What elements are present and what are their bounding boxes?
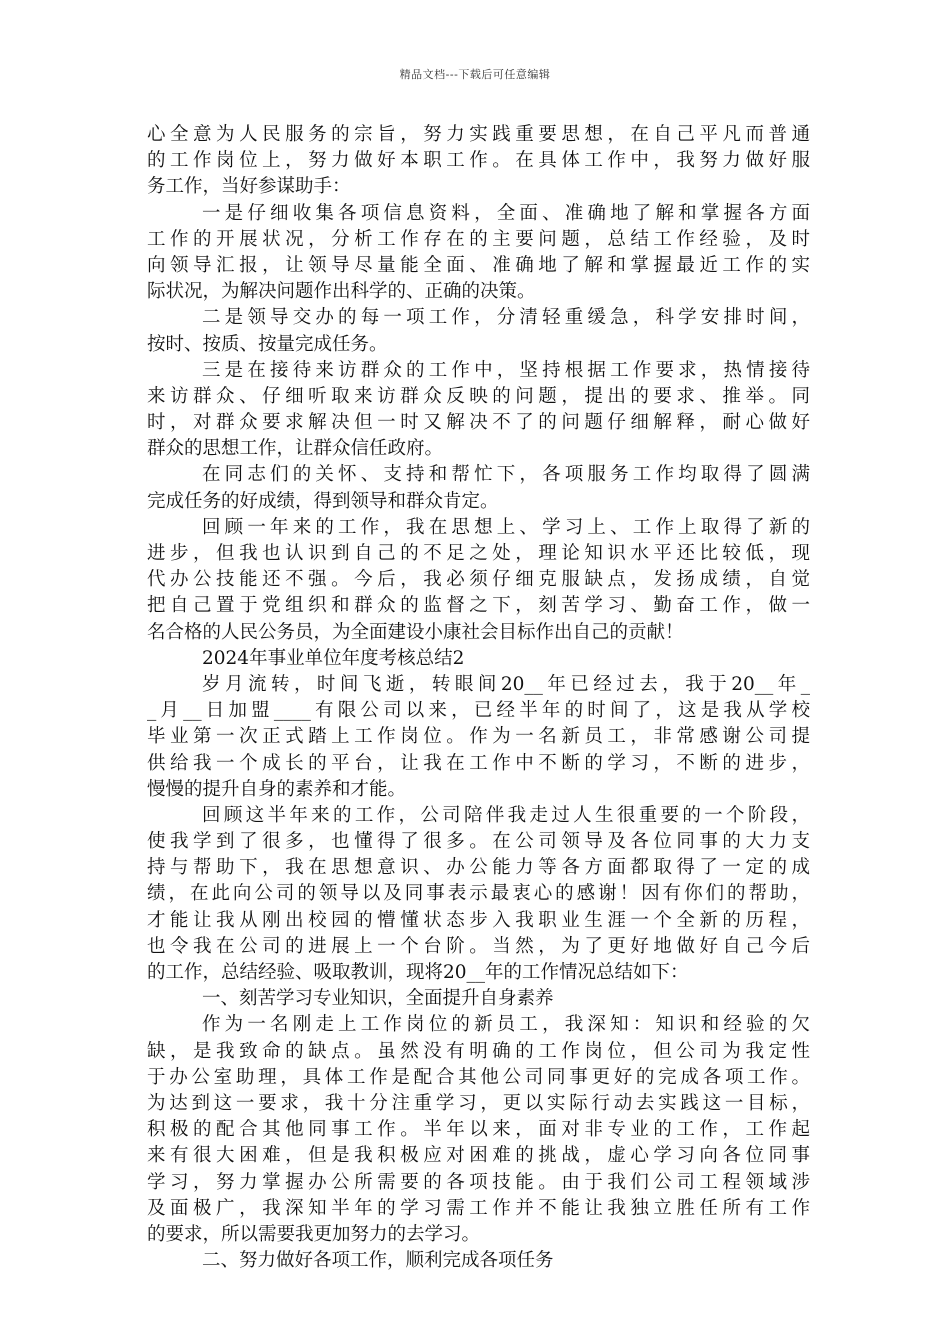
text-line: 来访群众、仔细听取来访群众反映的问题，提出的要求、推举。同: [147, 385, 810, 407]
text-line: 进步，但我也认识到自己的不足之处，理论知识水平还比较低，现: [147, 543, 810, 564]
text-line: 一、刻苦学习专业知识，全面提升自身素养: [202, 988, 554, 1010]
text-line: 绩，在此向公司的领导以及同事表示最衷心的感谢！因有你们的帮助，: [147, 883, 810, 905]
text-line: 完成任务的好成绩，得到领导和群众肯定。: [147, 490, 499, 512]
text-line: 2024年事业单位年度考核总结2: [202, 647, 465, 669]
text-line: 学习，努力掌握办公所需要的各项技能。由于我们公司工程领域涉: [147, 1171, 810, 1193]
document-body: [147, 122, 810, 1274]
text-line: 按时、按质、按量完成任务。: [147, 333, 388, 355]
text-line: 代办公技能还不强。今后，我必须仔细克服缺点，发扬成绩，自觉: [147, 569, 810, 591]
text-line: 回顾一年来的工作，我在思想上、学习上、工作上取得了新的: [202, 516, 810, 538]
text-line: 一是仔细收集各项信息资料，全面、准确地了解和掌握各方面: [202, 202, 810, 224]
text-line: 时，对群众要求解决但一时又解决不了的问题仔细解释，耐心做好: [147, 412, 810, 434]
text-line: 岁月流转，时间飞逝，转眼间20__年已经过去，我于20__年_: [202, 673, 810, 695]
text-line: 慢慢的提升自身的素养和才能。: [147, 778, 407, 800]
text-line: 使我学到了很多，也懂得了很多。在公司领导及各位同事的大力支: [147, 831, 810, 853]
text-line: 也令我在公司的进展上一个台阶。当然，为了更好地做好自己今后: [147, 935, 810, 957]
text-line: 二、努力做好各项工作，顺利完成各项任务: [202, 1250, 554, 1272]
text-line: 把自己置于党组织和群众的监督之下，刻苦学习、勤奋工作，做一: [147, 595, 810, 617]
text-line: 在同志们的关怀、支持和帮忙下，各项服务工作均取得了圆满: [202, 464, 810, 486]
text-line: 三是在接待来访群众的工作中，坚持根据工作要求，热情接待: [202, 359, 810, 381]
text-line: 于办公室助理，具体工作是配合其他公司同事更好的完成各项工作。: [147, 1066, 810, 1088]
text-line: 作为一名刚走上工作岗位的新员工，我深知：知识和经验的欠: [202, 1014, 810, 1036]
text-line: 的工作岗位上，努力做好本职工作。在具体工作中，我努力做好服: [147, 150, 810, 172]
text-line: 的工作，总结经验、吸取教训，现将20__年的工作情况总结如下：: [147, 962, 689, 983]
text-line: _月__日加盟____有限公司以来，已经半年的时间了，这是我从学校: [147, 700, 810, 722]
text-line: 来有很大困难，但是我积极应对困难的挑战，虚心学习向各位同事: [147, 1145, 810, 1167]
text-line: 二是领导交办的每一项工作，分清轻重缓急，科学安排时间，: [202, 307, 810, 329]
text-line: 的要求，所以需要我更加努力的去学习。: [147, 1223, 481, 1245]
text-line: 名合格的人民公务员，为全面建设小康社会目标作出自己的贡献！: [147, 621, 684, 643]
text-line: 心全意为人民服务的宗旨，努力实践重要思想，在自己平凡而普通: [147, 124, 810, 145]
text-line: 向领导汇报，让领导尽量能全面、准确地了解和掌握最近工作的实: [147, 254, 810, 276]
text-line: 回顾这半年来的工作，公司陪伴我走过人生很重要的一个阶段，: [202, 804, 810, 826]
text-line: 务工作，当好参谋助手：: [147, 176, 351, 198]
text-line: 工作的开展状况，分析工作存在的主要问题，总结工作经验，及时: [147, 228, 810, 250]
text-line: 毕业第一次正式踏上工作岗位。作为一名新员工，非常感谢公司提: [147, 726, 810, 748]
text-line: 供给我一个成长的平台，让我在工作中不断的学习，不断的进步，: [147, 752, 810, 774]
page-header: 精品文档---下载后可任意编辑: [399, 68, 551, 81]
text-line: 群众的思想工作，让群众信任政府。: [147, 438, 444, 460]
text-line: 际状况，为解决问题作出科学的、正确的决策。: [147, 281, 536, 303]
text-line: 缺，是我致命的缺点。虽然没有明确的工作岗位，但公司为我定性: [147, 1040, 810, 1062]
text-line: 积极的配合其他同事工作。半年以来，面对非专业的工作，工作起: [147, 1119, 810, 1141]
text-line: 才能让我从刚出校园的懵懂状态步入我职业生涯一个全新的历程，: [147, 909, 810, 931]
text-line: 为达到这一要求，我十分注重学习，更以实际行动去实践这一目标，: [147, 1092, 810, 1114]
text-line: 持与帮助下，我在思想意识、办公能力等各方面都取得了一定的成: [147, 857, 810, 879]
text-line: 及面极广，我深知半年的学习需工作并不能让我独立胜任所有工作: [147, 1197, 810, 1219]
